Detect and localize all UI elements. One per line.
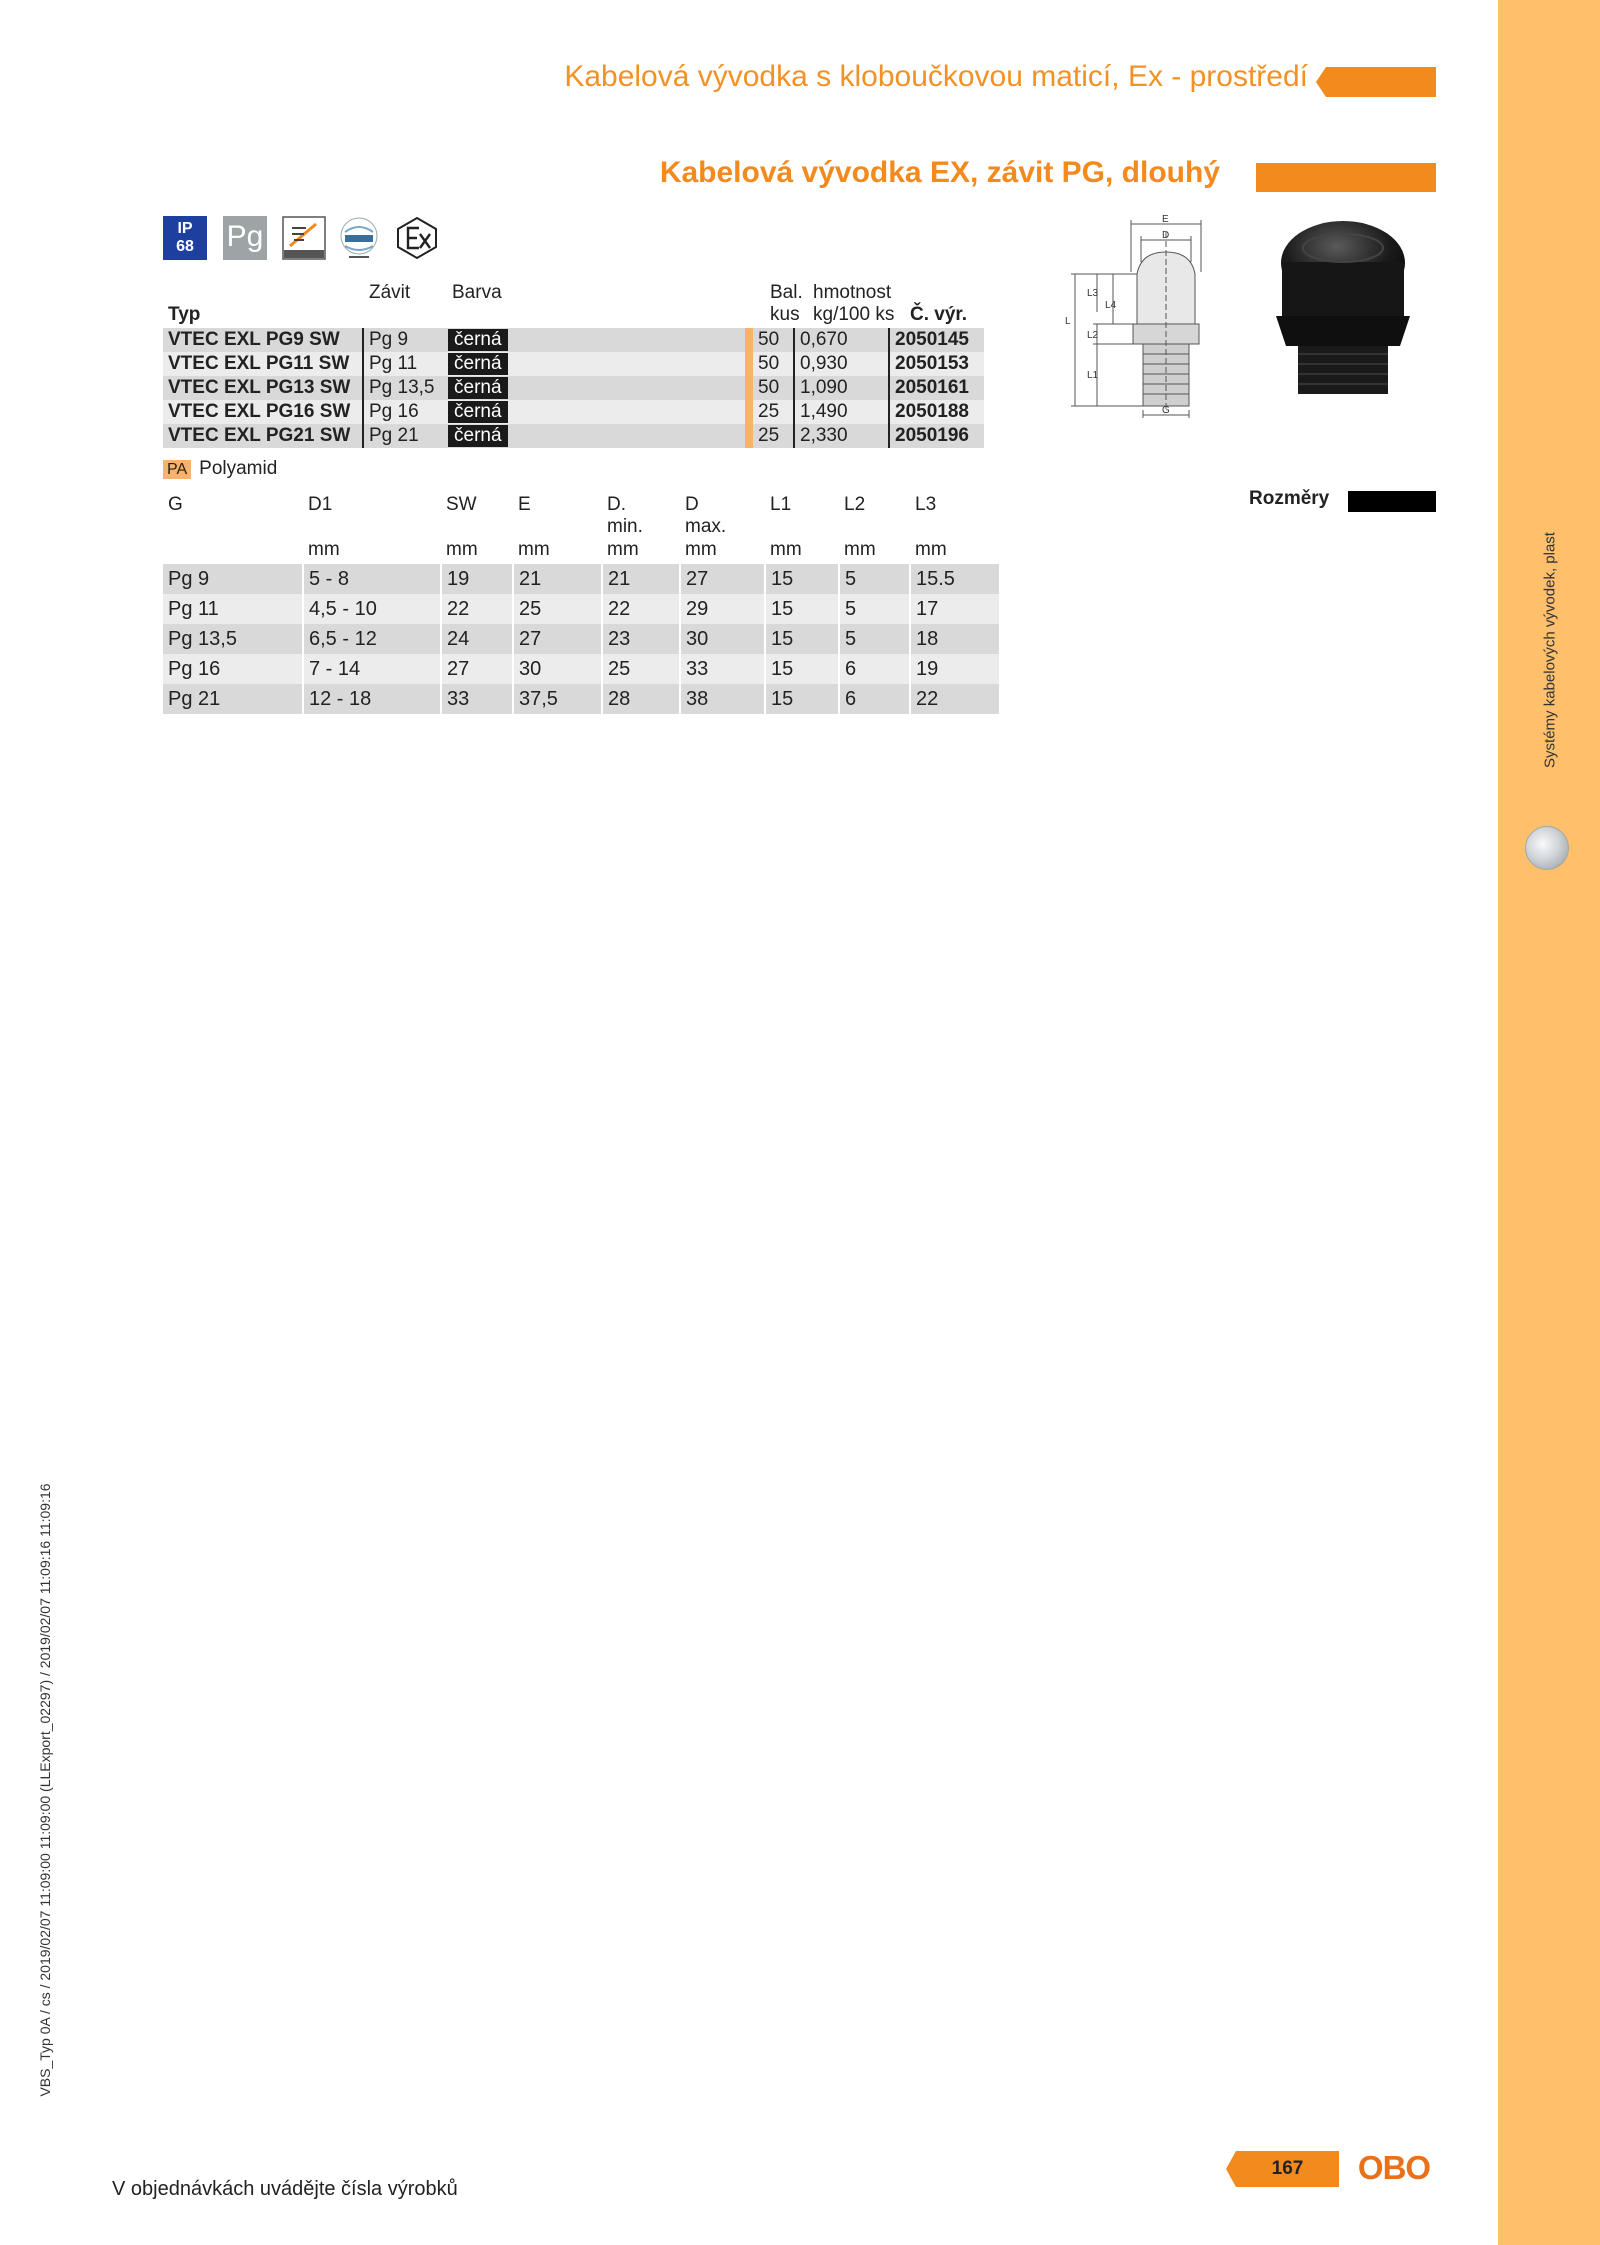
cell-cislo: 2050153 (889, 352, 984, 376)
cell-typ: VTEC EXL PG16 SW (163, 400, 363, 424)
cell-bal: 50 (749, 352, 794, 376)
cell-zavit: Pg 21 (363, 424, 443, 448)
dim-cell: Pg 21 (163, 684, 303, 714)
dim-cell: 15 (765, 624, 839, 654)
cell-hmotnost: 1,490 (794, 400, 889, 424)
cell-zavit: Pg 13,5 (363, 376, 443, 400)
dim-unit: mm (518, 539, 550, 560)
drawing-label-l: L (1065, 316, 1071, 327)
cell-bal: 50 (749, 376, 794, 400)
obo-logo-text: OBO (1357, 2149, 1431, 2186)
cell-cislo: 2050145 (889, 328, 984, 352)
dim-cell: Pg 13,5 (163, 624, 303, 654)
cell-barva (443, 352, 749, 376)
cell-hmotnost: 0,670 (794, 328, 889, 352)
header-bal: Bal. (770, 282, 803, 303)
drawing-label-l2: L2 (1087, 330, 1099, 341)
drawing-label-e: E (1162, 214, 1169, 225)
color-badge: černá (448, 377, 508, 399)
color-badge: černá (448, 401, 508, 423)
cell-hmotnost: 1,090 (794, 376, 889, 400)
dim-header-label: D. (607, 494, 626, 515)
dim-cell: 15 (765, 594, 839, 624)
dim-cell: 17 (910, 594, 999, 624)
dim-header-label: E (518, 494, 531, 515)
print-info-text: VBS_Typ 0A / cs / 2019/02/07 11:09:00 11:09:00 (LLExport_02297) / 2019/02/07 11:09:16 11:09:16 (37, 1483, 53, 2097)
cell-barva (443, 376, 749, 400)
table-row (163, 376, 984, 400)
ip68-icon (163, 216, 207, 260)
dim-cell: 22 (441, 594, 513, 624)
dim-header-label: G (168, 494, 183, 515)
dim-header-label: SW (446, 494, 477, 515)
header-cislo-vyrobku: Č. výr. (910, 304, 968, 325)
dim-cell: 27 (441, 654, 513, 684)
dim-cell: Pg 11 (163, 594, 303, 624)
table-row (163, 684, 999, 714)
dim-cell: 38 (680, 684, 765, 714)
header-kg: kg/100 ks (813, 304, 895, 325)
dim-unit: mm (446, 539, 478, 560)
header-zavit: Závit (369, 282, 411, 303)
cable-gland-thumbnail-icon (1525, 826, 1569, 870)
table-row (163, 564, 999, 594)
dim-unit: mm (308, 539, 340, 560)
dim-cell: 22 (910, 684, 999, 714)
dim-cell: 21 (513, 564, 602, 594)
cell-hmotnost: 0,930 (794, 352, 889, 376)
header-hmotnost: hmotnost (813, 282, 892, 303)
header-typ: Typ (168, 304, 201, 325)
dim-header-sw (446, 494, 477, 516)
dim-cell: 12 - 18 (303, 684, 441, 714)
cell-typ: VTEC EXL PG9 SW (163, 328, 363, 352)
cell-typ: VTEC EXL PG13 SW (163, 376, 363, 400)
pg-thread-icon: Pg (223, 216, 267, 260)
dim-header-sub: min. (607, 516, 643, 537)
cell-hmotnost: 2,330 (794, 424, 889, 448)
dimensions-bar (1348, 491, 1436, 512)
dim-cell: 7 - 14 (303, 654, 441, 684)
dim-cell: 6 (839, 684, 910, 714)
dim-cell: 6 (839, 654, 910, 684)
dim-cell: 19 (910, 654, 999, 684)
dim-cell: 5 (839, 594, 910, 624)
dimensions-label: Rozměry (1249, 488, 1330, 509)
cell-bal: 50 (749, 328, 794, 352)
table-row (163, 352, 984, 376)
dim-unit: mm (685, 539, 717, 560)
category-title: Kabelová vývodka s kloboučkovou maticí, Ex - prostředí (564, 60, 1308, 93)
material-note (163, 458, 277, 480)
dim-cell: 29 (680, 594, 765, 624)
dim-cell: 30 (680, 624, 765, 654)
cell-typ: VTEC EXL PG11 SW (163, 352, 363, 376)
dimension-drawing (1045, 212, 1245, 422)
drawing-label-l1: L1 (1087, 370, 1099, 381)
dim-cell: 22 (602, 594, 680, 624)
drawing-label-g: G (1162, 405, 1170, 416)
dim-cell: 24 (441, 624, 513, 654)
dim-cell: 6,5 - 12 (303, 624, 441, 654)
cell-barva (443, 400, 749, 424)
dim-cell: 37,5 (513, 684, 602, 714)
dim-header-d1 (308, 494, 332, 516)
dim-header-l1 (770, 494, 791, 516)
dnv-gl-icon (337, 216, 381, 260)
dim-unit: mm (607, 539, 639, 560)
ip-label-bottom: 68 (176, 238, 194, 255)
dim-header-g (168, 494, 183, 516)
dim-cell: 15 (765, 684, 839, 714)
dim-cell: Pg 16 (163, 654, 303, 684)
dim-header-label: L3 (915, 494, 937, 515)
category-tab-marker (1326, 67, 1436, 97)
flame-retardant-icon (282, 216, 326, 260)
drawing-label-l3: L3 (1087, 288, 1099, 299)
dim-cell: 5 (839, 624, 910, 654)
product-title: Kabelová vývodka EX, závit PG, dlouhý (659, 156, 1220, 189)
product-photo (1268, 218, 1418, 408)
cell-bal: 25 (749, 400, 794, 424)
cell-zavit: Pg 16 (363, 400, 443, 424)
product-table (163, 328, 984, 448)
dim-cell: 5 - 8 (303, 564, 441, 594)
table-row (163, 594, 999, 624)
header-barva: Barva (452, 282, 502, 303)
dim-header-label: D1 (308, 494, 333, 515)
material-code-badge: PA (163, 460, 191, 479)
dim-cell: 28 (602, 684, 680, 714)
dim-cell: 21 (602, 564, 680, 594)
dim-header-dmax (685, 494, 726, 538)
dim-cell: 19 (441, 564, 513, 594)
dim-unit: mm (770, 539, 802, 560)
footer-note: V objednávkách uvádějte čísla výrobků (112, 2178, 458, 2200)
cell-barva (443, 424, 749, 448)
table-row (163, 328, 984, 352)
dim-cell: 30 (513, 654, 602, 684)
drawing-label-l4: L4 (1105, 300, 1117, 311)
color-badge: černá (448, 425, 508, 447)
dim-unit: mm (844, 539, 876, 560)
dim-cell: 27 (513, 624, 602, 654)
dim-cell: 15 (765, 654, 839, 684)
print-info (30, 1440, 60, 2140)
dim-header-label: L1 (770, 494, 792, 515)
table-row (163, 624, 999, 654)
material-name: Polyamid (199, 458, 278, 479)
side-section-label-text: Systémy kabelových vývodek, plast (1541, 532, 1559, 768)
dim-cell: 25 (513, 594, 602, 624)
dim-cell: 18 (910, 624, 999, 654)
cell-bal: 25 (749, 424, 794, 448)
dim-header-dmin (607, 494, 643, 538)
side-band (1498, 0, 1600, 2245)
table-row (163, 424, 984, 448)
cell-cislo: 2050188 (889, 400, 984, 424)
dim-cell: 15.5 (910, 564, 999, 594)
color-badge: černá (448, 353, 508, 375)
table-row (163, 654, 999, 684)
dim-cell: 15 (765, 564, 839, 594)
dimensions-table (163, 564, 999, 714)
dim-cell: 5 (839, 564, 910, 594)
cell-typ: VTEC EXL PG21 SW (163, 424, 363, 448)
dim-header-l3 (915, 494, 936, 516)
dim-cell: 27 (680, 564, 765, 594)
table-row (163, 400, 984, 424)
dim-cell: 23 (602, 624, 680, 654)
dim-header-label: D (685, 494, 699, 515)
ex-atex-icon (395, 216, 439, 260)
ip-label-top: IP (177, 220, 193, 237)
dim-cell: 33 (441, 684, 513, 714)
cell-cislo: 2050196 (889, 424, 984, 448)
product-title-bar (1256, 163, 1436, 192)
dim-header-label: L2 (844, 494, 866, 515)
dim-header-sub: max. (685, 516, 727, 537)
cell-zavit: Pg 11 (363, 352, 443, 376)
color-badge: černá (448, 329, 508, 351)
dim-header-e (518, 494, 531, 516)
cell-barva (443, 328, 749, 352)
drawing-label-d: D (1162, 230, 1170, 241)
dim-unit: mm (915, 539, 947, 560)
cell-cislo: 2050161 (889, 376, 984, 400)
dim-cell: 33 (680, 654, 765, 684)
dim-cell: 25 (602, 654, 680, 684)
cell-zavit: Pg 9 (363, 328, 443, 352)
page-number: 167 (1236, 2151, 1339, 2187)
side-section-label (1535, 520, 1565, 780)
dim-cell: Pg 9 (163, 564, 303, 594)
dim-header-l2 (844, 494, 865, 516)
dim-cell: 4,5 - 10 (303, 594, 441, 624)
header-kus: kus (770, 304, 800, 325)
